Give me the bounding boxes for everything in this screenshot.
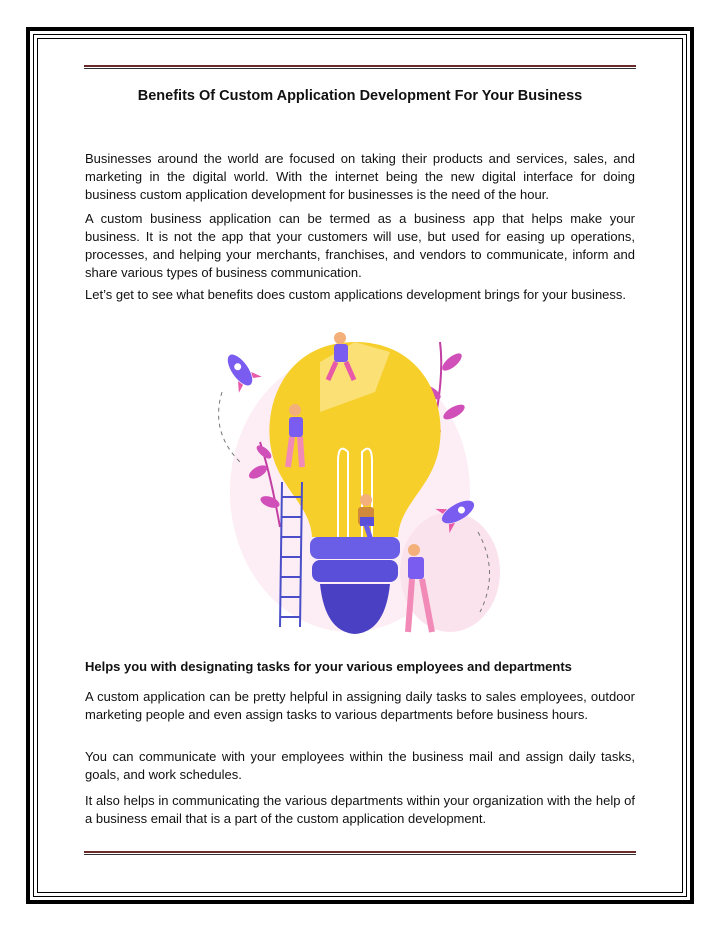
bulb-base-ring-1: [310, 537, 400, 559]
section-paragraph-2: You can communicate with your employees within the business mail and assign daily tasks, goals, and work schedules.: [85, 749, 635, 782]
section-heading: Helps you with designating tasks for your various employees and departments: [85, 659, 572, 674]
bulb-base-ring-2: [312, 560, 398, 582]
section-paragraph-3: It also helps in communicating the various departments within your organization with the help of a business email that is a part of the custom application development.: [85, 793, 635, 826]
document-title: Benefits Of Custom Application Development For Your Business: [137, 88, 583, 104]
section-paragraph-1: A custom application can be pretty helpful in assigning daily tasks to sales employees, outdoor marketing people and even assign tasks to various departments before business hours.: [85, 689, 635, 722]
intro-paragraph-1: Businesses around the world are focused on taking their products and services, sales, and marketing in the digital world. With the internet being the new digital interface for doing business custom application development for businesses is the need of the hour.: [85, 151, 635, 202]
intro-paragraph-2: A custom business application can be termed as a business app that helps make your business. It is not the app that your customers will use, but used for easing up operations, processes, and helping your merchants, franchises, and vendors to communicate, inform and share various types of business communication.: [85, 211, 635, 280]
footer-rule: [84, 851, 636, 855]
rocket-icon-left: [218, 347, 262, 393]
lightbulb-illustration: [200, 322, 520, 652]
intro-paragraph-3: Let’s get to see what benefits does custom applications development brings for your business.: [85, 287, 627, 302]
header-rule: [84, 65, 636, 69]
